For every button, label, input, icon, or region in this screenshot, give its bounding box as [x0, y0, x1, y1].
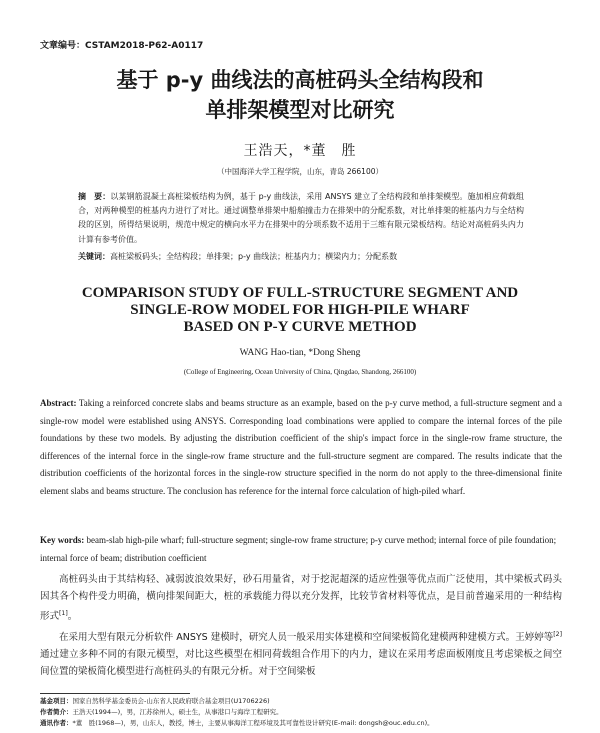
english-title-line-1: COMPARISON STUDY OF FULL-STRUCTURE SEGMENT AND [81, 285, 519, 301]
body-paragraph-2-text-b: 通过建立多种不同的有限元模型，对比这些模型在相同荷载组合作用下的内力，建议在采用考虑面板刚度且考虑梁板之间空间位置的梁板简化模型进行高桩码头的有限元分析。对于空间梁板 [40, 648, 562, 677]
english-keywords-text: beam-slab high-pile wharf; full-structure segment; single-row frame structure; p-y curve method; internal force of pile foundation; internal force of beam; distribution coefficient [40, 535, 557, 563]
english-title-line-3: BASED ON P-Y CURVE METHOD [183, 319, 417, 335]
footnotes [40, 696, 562, 728]
footnote-divider [40, 693, 190, 694]
chinese-abstract-text: 以某钢筋混凝土高桩梁板结构为例，基于 p-y 曲线法，采用 ANSYS 建立了全结构段和单排架模型。施加相应荷载组合，对两种模型的桩基内力进行了对比。通过调整单排架中船舶撞击力在排架中的分配系数，对比单排架的桩基内力与全结构段的区别，所得结果说明，规范中规定的横向水平力在排架中的分项系数不适用于三维有限元梁板结构。结论对高桩码头内力计算有参考价值。 [78, 192, 524, 244]
body-paragraph-1-text: 高桩码头由于其结构轻、减弱波浪效果好，砂石用量省，对于挖泥超深的适应性强等优点而广泛使用，其中梁板式码头因其各个构件受力明确，横向排架间距大，桩的承载能力得以充分发挥，比较节省材料等优点，是目前普遍采用的一种结构形式 [40, 574, 562, 622]
citation-2: [2] [553, 631, 562, 638]
chinese-affiliation: （中国海洋大学工程学院，山东，青岛 266100） [216, 167, 383, 176]
citation-1: [1] [59, 609, 68, 617]
footnote-fund-label: 基金项目： [40, 697, 73, 705]
chinese-authors: 王浩天，*董 胜 [243, 143, 357, 159]
english-title-line-2: SINGLE-ROW MODEL FOR HIGH-PILE WHARF [130, 302, 470, 318]
footnote-fund [40, 696, 562, 707]
english-keywords-label: Key words: [40, 535, 85, 545]
chinese-keywords [78, 250, 524, 264]
footnote-fund-text: 国家自然科学基金委员会-山东省人民政府联合基金项目(U1706226) [72, 697, 270, 705]
chinese-title-line-1: 基于 p-y 曲线法的高桩码头全结构段和 [116, 68, 484, 92]
footnote-corresponding-text: *董 胜(1968—)，男，山东人，教授，博士，主要从事海洋工程环境及其可靠性设计研究(E-mail: dongsh@ouc.edu.cn)。 [72, 718, 434, 727]
english-abstract-text: Taking a reinforced concrete slabs and beams structure as an example, based on the p-y curve method, a full-structure segment and a single-row model were established using ANSYS. Corresponding load combinations were applied to compare the internal forces of the pile foundations by these two models. By adjusting the distribution coefficient of the ship's impact force in the single-row frame structure, the differences of the internal force in the single-row frame structure and the full-structure segment are compared. The results indicate that the distribution coefficients of the horizontal forces in the single-row structure specified in the norm do not apply to the three-dimensional finite element slabs and beams structure. The conclusion has reference for the internal force calculation of high-piled wharf. [40, 398, 562, 496]
body-paragraph-1-end: 。 [67, 610, 78, 622]
body-paragraph-1 [40, 572, 562, 626]
footnote-corresponding [40, 718, 562, 729]
english-affiliation: (College of Engineering, Ocean University of China, Qingdao, Shandong, 266100) [183, 368, 417, 376]
article-number: 文章编号：CSTAM2018-P62-A0117 [40, 41, 204, 51]
english-abstract [40, 395, 562, 500]
chinese-title-line-2: 单排架模型对比研究 [205, 98, 395, 122]
chinese-abstract-label: 摘 要： [78, 192, 111, 201]
english-keywords [40, 532, 562, 567]
body-paragraph-2 [40, 627, 562, 681]
chinese-keywords-text: 高桩梁板码头；全结构段；单排架；p-y 曲线法；桩基内力；横梁内力；分配系数 [110, 252, 398, 261]
english-authors: WANG Hao-tian, *Dong Sheng [239, 348, 361, 358]
chinese-abstract [78, 190, 524, 247]
footnote-author-label: 作者简介： [40, 707, 73, 716]
footnote-corresponding-label: 通讯作者： [40, 718, 73, 727]
english-abstract-label: Abstract: [40, 398, 77, 408]
footnote-author-text: 王浩天(1994—)，男，江苏徐州人，硕士生，从事港口与海岸工程研究。 [72, 707, 283, 716]
body-paragraph-2-text-a: 在采用大型有限元分析软件 ANSYS 建模时，研究人员一般采用实体建模和空间梁板简化建模两种建模方式。王婷婷等 [59, 632, 554, 644]
footnote-author [40, 707, 562, 718]
chinese-keywords-label: 关键词： [78, 252, 110, 261]
